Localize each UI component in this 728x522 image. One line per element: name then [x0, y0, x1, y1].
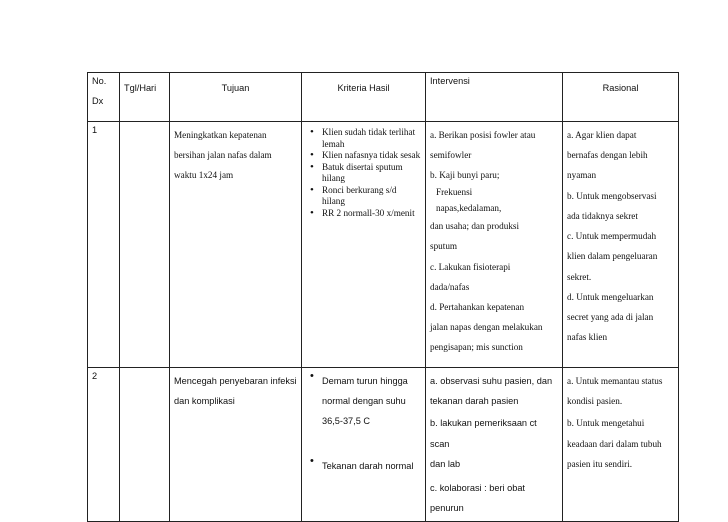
- row1-intervensi: [426, 122, 563, 368]
- intervensi-line: dan lab: [430, 458, 461, 469]
- intervensi-line: c. kolaborasi : beri obat penurun: [430, 483, 525, 514]
- rasional-line: secret yang ada di jalan: [567, 312, 654, 323]
- list-item: [322, 371, 421, 432]
- intervensi-line: jalan napas dengan melakukan: [430, 322, 543, 333]
- header-rasional: Rasional: [563, 73, 679, 122]
- intervensi-line: napas,kedalaman,: [436, 202, 502, 213]
- row1-no: 1: [88, 122, 120, 368]
- rasional-line: a. Untuk memantau status: [567, 376, 663, 386]
- rasional-line: sekret.: [567, 271, 592, 282]
- rasional-line: a. Agar klien dapat: [567, 130, 637, 140]
- row2-kriteria: [302, 368, 426, 522]
- header-kriteria: Kriteria Hasil: [302, 73, 426, 122]
- rasional-line: klien dalam pengeluaran: [567, 251, 658, 262]
- header-row: [88, 73, 679, 122]
- row1-tujuan: [170, 122, 302, 368]
- intervensi-line: a. observasi suhu pasien, dan: [430, 376, 553, 386]
- nursing-care-plan-table: [87, 72, 679, 522]
- rasional-line: ada tidaknya sekret: [567, 210, 638, 221]
- row2-no: 2: [88, 368, 120, 522]
- intervensi-line: c. Lakukan fisioterapi: [430, 261, 511, 272]
- tujuan-line: dan komplikasi: [174, 396, 235, 407]
- header-tujuan: Tujuan: [170, 73, 302, 122]
- list-item: • Batuk disertai sputum hilang: [322, 162, 421, 185]
- header-intervensi: Intervensi: [426, 73, 563, 122]
- kriteria-list: [306, 456, 421, 476]
- intervensi-line: b. lakukan pemeriksaan ct scan: [430, 418, 537, 449]
- intervensi-line: Frekuensi: [436, 186, 473, 197]
- row2-tujuan: [170, 368, 302, 522]
- kriteria-line: • Demam turun hingga: [322, 376, 408, 386]
- tujuan-line: waktu 1x24 jam: [174, 170, 234, 181]
- list-item: • Ronci berkurang s/d hilang: [322, 185, 421, 208]
- intervensi-line: dada/nafas: [430, 281, 470, 292]
- header-no-dx: [88, 73, 120, 122]
- rasional-line: nafas klien: [567, 332, 608, 343]
- intervensi-line: semifowler: [430, 150, 472, 161]
- rasional-line: b. Untuk mengetahui: [567, 418, 645, 429]
- row2-rasional: [563, 368, 679, 522]
- table-row: [88, 122, 679, 368]
- kriteria-list: [306, 371, 421, 432]
- intervensi-line: tekanan darah pasien: [430, 396, 519, 407]
- row1-tgl: [120, 122, 170, 368]
- intervensi-line: d. Pertahankan kepatenan: [430, 302, 525, 312]
- row2-intervensi: [426, 368, 563, 522]
- row2-tgl: [120, 368, 170, 522]
- tujuan-line: Mencegah penyebaran infeksi: [174, 376, 297, 386]
- header-tgl: Tgl/Hari: [120, 73, 170, 122]
- list-item: • Klien sudah tidak terlihat lemah: [322, 127, 421, 150]
- intervensi-line: dan usaha; dan produksi: [430, 221, 520, 232]
- intervensi-line: sputum: [430, 241, 458, 252]
- rasional-line: nyaman: [567, 170, 597, 181]
- kriteria-list: [306, 127, 421, 219]
- header-no: No.: [92, 76, 107, 86]
- list-item: • Tekanan darah normal: [322, 456, 421, 476]
- row1-rasional: [563, 122, 679, 368]
- tujuan-line: Meningkatkan kepatenan: [174, 130, 267, 140]
- tujuan-line: bersihan jalan nafas dalam: [174, 150, 272, 161]
- intervensi-line: b. Kaji bunyi paru;: [430, 170, 500, 181]
- list-item: • Klien nafasnya tidak sesak: [322, 150, 421, 162]
- row1-kriteria: [302, 122, 426, 368]
- list-item: • RR 2 normall-30 x/menit: [322, 208, 421, 220]
- kriteria-line: normal dengan suhu: [322, 396, 406, 407]
- intervensi-line: a. Berikan posisi fowler atau: [430, 130, 536, 140]
- rasional-line: c. Untuk mempermudah: [567, 231, 657, 242]
- kriteria-line: 36,5-37,5 C: [322, 416, 371, 427]
- rasional-line: d. Untuk mengeluarkan: [567, 291, 654, 302]
- table-row: [88, 368, 679, 522]
- rasional-line: bernafas dengan lebih: [567, 150, 648, 161]
- rasional-line: kondisi pasien.: [567, 396, 623, 407]
- header-dx: Dx: [92, 95, 104, 106]
- intervensi-line: pengisapan; mis sunction: [430, 342, 523, 353]
- rasional-line: keadaan dari dalam tubuh: [567, 438, 662, 449]
- rasional-line: b. Untuk mengobservasi: [567, 190, 657, 201]
- rasional-line: pasien itu sendiri.: [567, 458, 633, 469]
